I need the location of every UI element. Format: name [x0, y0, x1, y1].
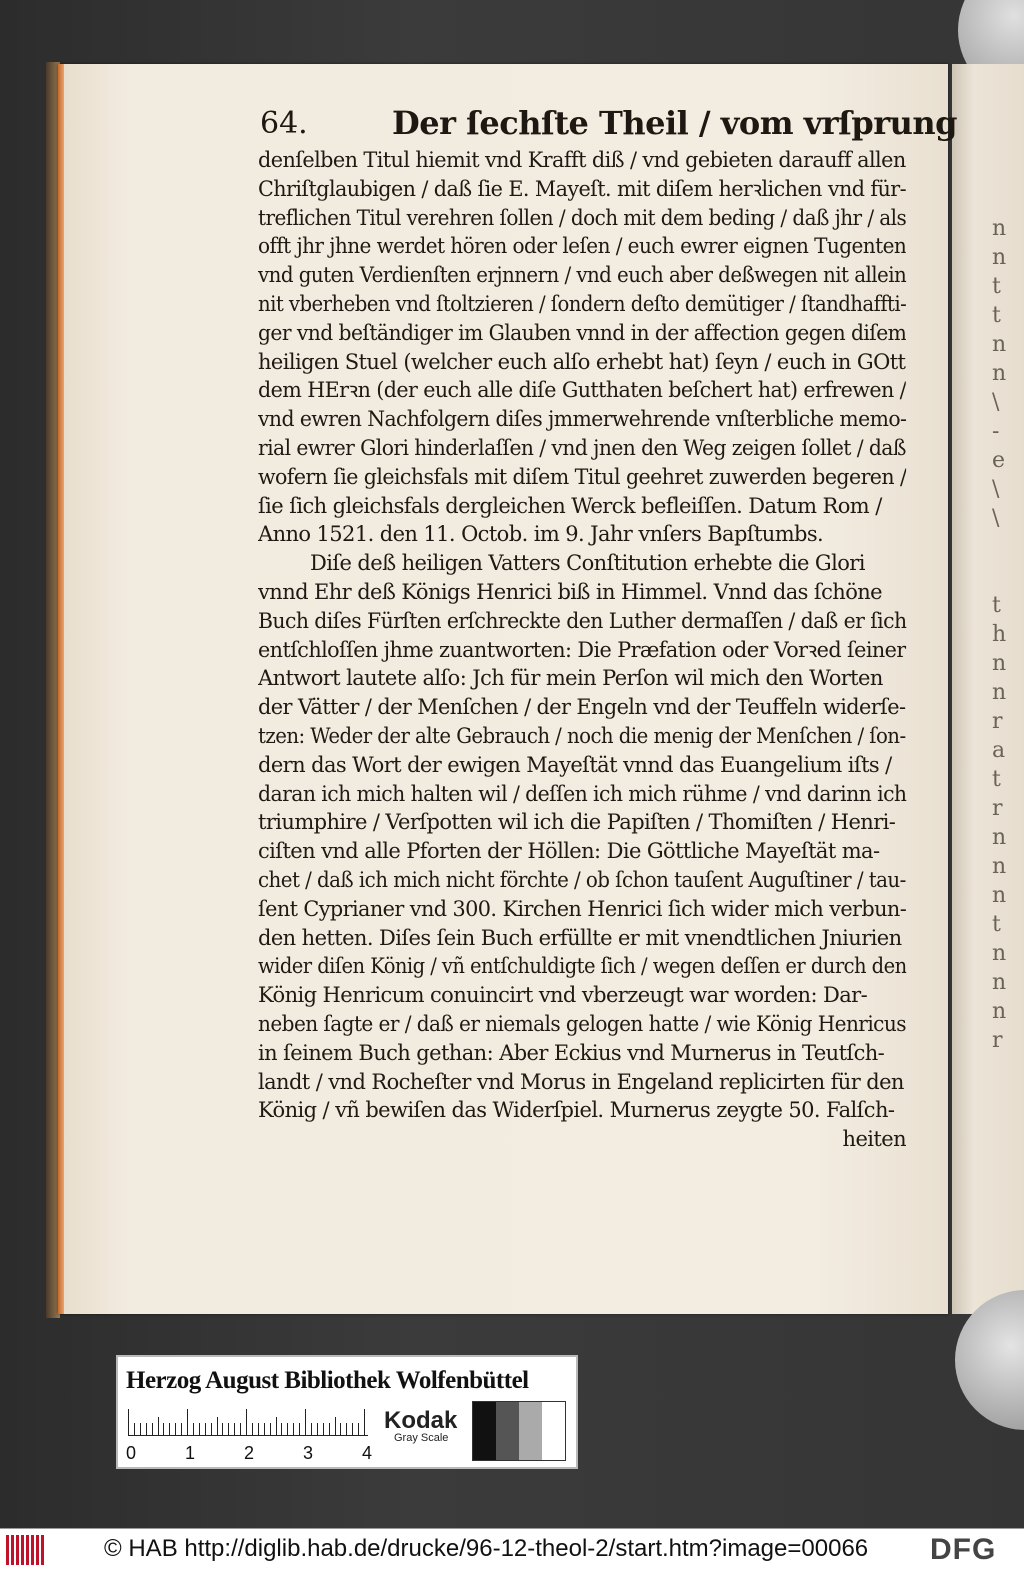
text-line: vnd ewren Nachfolgern diſes jmmerwehrende vnſterbliche memo- [258, 407, 906, 432]
page-header [258, 104, 958, 146]
measurement-ruler [128, 1409, 368, 1436]
ruler-tick [234, 1423, 235, 1435]
adjacent-page-bleed: n n t t n n \ - e \ \ t h n n r a t r n n n t n n n r [992, 216, 1007, 1053]
text-line: Diſe deß heiligen Vatters Conſtitution erhebte die Glori [310, 551, 865, 576]
text-line: rial ewrer Glori hinderlaſſen / vnd jnen den Weg zeigen ſollet / daß [258, 435, 906, 460]
ruler-tick [358, 1423, 359, 1435]
ruler-tick [287, 1423, 288, 1435]
ruler-tick [211, 1423, 212, 1435]
ruler-tick [305, 1409, 306, 1435]
ruler-tick [217, 1417, 218, 1435]
text-line: den hetten. Diſes ſein Buch erfüllte er mit vnendtlichen Jniurien [258, 925, 902, 950]
text-line: entſchloſſen jhme zuantworten: Die Præfation oder Vorꝛed ſeiner [258, 637, 906, 662]
running-title: Der ſechſte Theil / vom vrſprung [392, 104, 958, 142]
ruler-tick [240, 1423, 241, 1435]
kodak-brand: Kodak [384, 1407, 458, 1434]
library-label-card [116, 1355, 578, 1469]
ruler-number: 2 [244, 1443, 255, 1463]
ruler-tick [146, 1423, 147, 1435]
footer-bar [0, 1528, 1024, 1571]
ruler-tick [293, 1423, 294, 1435]
page-body-text [258, 146, 906, 1154]
text-line: dern das Wort der ewigen Mayeſtät vnnd das Euangelium iſts / [258, 752, 892, 777]
swatch-white [542, 1402, 565, 1460]
text-line: daran ich mich halten wil / deſſen ich mich rühme / vnd darinn ich [258, 781, 907, 806]
adjacent-page [952, 64, 1024, 1314]
ruler-number: 1 [185, 1443, 196, 1463]
dfg-logo: DFG [930, 1533, 997, 1566]
text-line: König Henricum conuincirt vnd vberzeugt war worden: Dar- [258, 983, 868, 1008]
ruler-tick [246, 1409, 247, 1435]
gray-scale-swatches [472, 1401, 566, 1461]
swatch-black [473, 1402, 496, 1460]
text-line: heiten [842, 1127, 906, 1152]
text-line: vnd guten Verdienſten erjnnern / vnd euch aber deßwegen nit allein [258, 263, 907, 288]
ruler-tick [187, 1409, 188, 1435]
text-line: ſie ſich gleichsfals dergleichen Werck befleiſſen. Datum Rom / [258, 493, 882, 518]
hab-logo-icon [6, 1535, 44, 1565]
ruler-tick [317, 1423, 318, 1435]
page-red-edge [58, 64, 64, 1314]
text-line: ger vnd beſtändiger im Glauben vnnd in der affection gegen diſem [258, 320, 906, 345]
text-line: ciſten vnd alle Pforten der Höllen: Die Göttliche Mayeſtät ma- [258, 839, 880, 864]
text-line: der Vätter / der Menſchen / der Engeln vnd der Teuffeln widerſe- [258, 695, 906, 720]
text-line: landt / vnd Rocheſter vnd Morus in Engeland replicirten für den [258, 1069, 904, 1094]
ruler-tick [252, 1423, 253, 1435]
ruler-tick [181, 1423, 182, 1435]
text-line: tzen: Weder der alte Gebrauch / noch die menig der Menſchen / ſon- [258, 723, 906, 748]
ruler-tick [199, 1423, 200, 1435]
ruler-number: 3 [303, 1443, 314, 1463]
text-line: König / vñ bewiſen das Widerſpiel. Murnerus zeygte 50. Falſch- [258, 1098, 895, 1123]
ruler-numbers [126, 1443, 386, 1463]
ruler-tick [346, 1423, 347, 1435]
ruler-tick [169, 1423, 170, 1435]
ruler-tick [270, 1423, 271, 1435]
ruler-tick [352, 1423, 353, 1435]
text-line: heiligen Stuel (welcher euch alſo erhebt hat) ſeyn / euch in GOtt [258, 349, 906, 374]
ruler-tick [311, 1423, 312, 1435]
text-line: Chriſtglaubigen / daß ſie E. Mayeſt. mit diſem herꝛlichen vnd für- [258, 176, 907, 201]
ruler-tick [175, 1423, 176, 1435]
text-line: treflichen Titul verehren ſollen / doch mit dem beding / daß jhr / als [258, 205, 907, 230]
library-name: Herzog August Bibliothek Wolfenbüttel [126, 1367, 529, 1394]
source-url[interactable]: © HAB http://diglib.hab.de/drucke/96-12-theol-2/start.htm?image=00066 [104, 1535, 869, 1562]
text-line: chet / daß ich mich nicht förchte / ob ſchon tauſent Auguſtiner / tau- [258, 867, 906, 892]
ruler-tick [340, 1423, 341, 1435]
ruler-tick [276, 1417, 277, 1435]
ruler-tick [140, 1423, 141, 1435]
ruler-number: 0 [126, 1443, 137, 1463]
text-line: Antwort lautete alſo: Jch für mein Perſon wil mich den Worten [258, 666, 883, 691]
text-line: ſent Cyprianer vnd 300. Kirchen Henrici ſich wider mich verbun- [258, 896, 907, 921]
ruler-tick [163, 1423, 164, 1435]
ruler-tick [364, 1409, 365, 1435]
ruler-tick [299, 1423, 300, 1435]
ruler-tick [134, 1423, 135, 1435]
text-line: offt jhr jhne werdet hören oder leſen / euch ewrer eignen Tugenten [258, 234, 906, 259]
ruler-tick [281, 1423, 282, 1435]
ruler-number: 4 [362, 1443, 373, 1463]
text-line: triumphire / Verſpotten wil ich die Papiſten / Thomiſten / Henri- [258, 810, 896, 835]
ruler-tick [193, 1423, 194, 1435]
text-line: dem HErꝛn (der euch alle diſe Gutthaten beſchert hat) erfrewen / [258, 378, 906, 403]
text-line: in ſeinem Buch gethan: Aber Eckius vnd Murnerus in Teutſch- [258, 1040, 885, 1065]
swatch-light-gray [519, 1402, 542, 1460]
ruler-tick [329, 1423, 330, 1435]
swatch-dark-gray [496, 1402, 519, 1460]
ruler-tick [205, 1423, 206, 1435]
text-line: wofern ſie gleichsfals mit diſem Titul geehret zuwerden begeren / [258, 464, 907, 489]
ruler-tick [228, 1423, 229, 1435]
ruler-tick [152, 1423, 153, 1435]
text-line: vnnd Ehr deß Königs Henrici biß in Himmel. Vnnd das ſchöne [258, 579, 882, 604]
ruler-tick [128, 1409, 129, 1435]
gray-scale-label: Gray Scale [394, 1432, 449, 1444]
ruler-tick [323, 1423, 324, 1435]
text-line: Anno 1521. den 11. Octob. im 9. Jahr vnſers Bapſtumbs. [258, 522, 824, 547]
text-line: denſelben Titul hiemit vnd Krafft diß / vnd gebieten darauff allen [258, 148, 906, 172]
text-line: neben ſagte er / daß er niemals gelogen hatte / wie König Henricus [258, 1011, 906, 1036]
text-line: Buch diſes Fürſten erſchreckte den Luther dermaſſen / daß er ſich [258, 608, 907, 633]
text-line: nit vberheben vnd ſtoltzieren / ſondern deſto demütiger / ſtandhaffti- [258, 291, 907, 316]
page-number: 64. [260, 106, 308, 141]
ruler-tick [264, 1423, 265, 1435]
ruler-tick [335, 1417, 336, 1435]
text-line: wider diſen König / vñ entſchuldigte ſich / wegen deſſen er durch den [258, 954, 907, 979]
ruler-tick [222, 1423, 223, 1435]
ruler-tick [258, 1423, 259, 1435]
ruler-tick [158, 1417, 159, 1435]
